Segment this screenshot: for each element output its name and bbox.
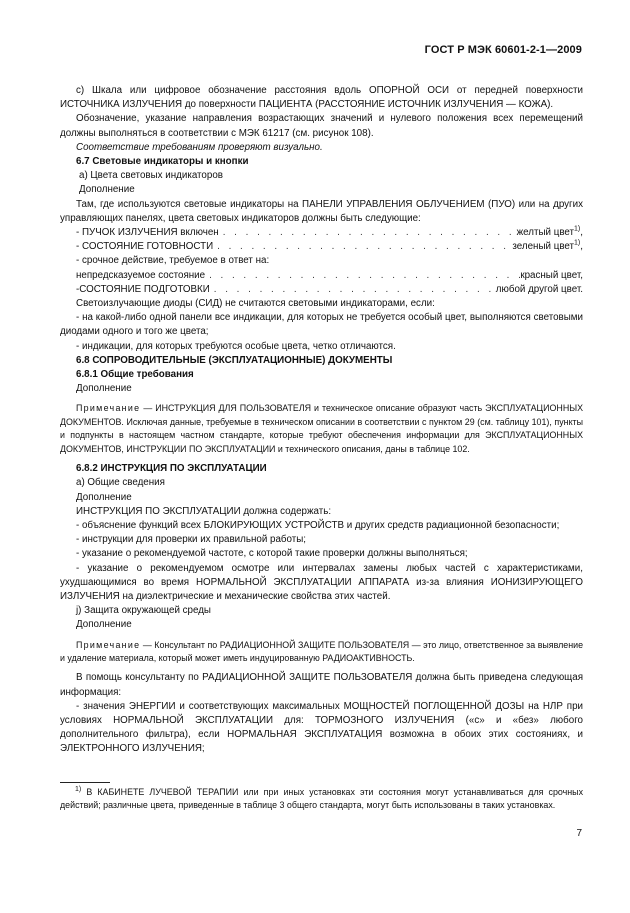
paragraph-urgent-action: - срочное действие, требуемое в ответ на: <box>76 255 270 267</box>
note-radiation-consultant <box>60 639 583 666</box>
footnote-mark: 1) <box>75 786 82 794</box>
leader-dots <box>205 269 520 283</box>
footnote <box>60 786 583 812</box>
footnote-ref: 1) <box>574 225 581 233</box>
leader-line-preparation <box>60 283 583 297</box>
leader-right-any: любой другой цвет. <box>495 283 583 295</box>
page-number: 7 <box>576 828 582 839</box>
section-heading-6-7: 6.7 Световые индикаторы и кнопки <box>76 156 249 168</box>
leader-right-green: зеленый цвет$^{1)}$, <box>512 239 583 253</box>
addition-label: Дополнение <box>76 491 132 503</box>
subsection-general-info: а) Общие сведения <box>76 477 165 489</box>
paragraph-checks: - инструкции для проверки их правильной работы; <box>76 534 307 546</box>
leader-dots <box>213 240 512 254</box>
leader-left-unpredictable: непредсказуемое состояние <box>76 269 206 281</box>
footnote-ref: 1) <box>574 239 581 247</box>
leader-right-yellow: желтый цвет$^{1)}$, <box>516 225 583 239</box>
note-label: Примечание <box>76 403 141 414</box>
note-operational-documents <box>60 402 583 456</box>
paragraph-led-same-color: - на какой-либо одной панели все индикации, для которых не требуется особый цвет, выполняются световыми диодами одного и того же цвета; <box>60 312 583 338</box>
subsection-indicator-colors: а) Цвета световых индикаторов <box>79 170 223 182</box>
note-label: Примечание <box>76 639 141 650</box>
addition-label: Дополнение <box>76 619 132 631</box>
paragraph-movement-designation: Обозначение, указание направления возрастающих значений и нулевого положения всех перемещений должны выполняться в соответствии с МЭК 61217 (см. рисунок 108). <box>60 113 583 139</box>
subsection-environment: j) Защита окружающей среды <box>76 605 211 617</box>
leader-line-ready-state <box>60 240 583 254</box>
footnote-separator <box>60 782 110 783</box>
leader-line-beam-on <box>60 226 583 240</box>
leader-left-beam-on: - ПУЧОК ИЗЛУЧЕНИЯ включен <box>76 227 219 239</box>
leader-right-red: красный цвет, <box>520 269 583 281</box>
section-heading-6-8-2: 6.8.2 ИНСТРУКЦИЯ ПО ЭКСПЛУАТАЦИИ <box>76 463 267 475</box>
footnote-text: В КАБИНЕТЕ ЛУЧЕВОЙ ТЕРАПИИ или при иных установках эти состояния могут устанавливаться для срочных действий; различные цвета, приведенные в таблице 3 общего стандарта, могут быть использованы в таких установках. <box>60 787 584 811</box>
paragraph-instruction-contains: ИНСТРУКЦИЯ ПО ЭКСПЛУАТАЦИИ должна содержать: <box>76 505 332 517</box>
leader-line-unpredictable <box>60 269 583 283</box>
document-header-id: ГОСТ Р МЭК 60601-2-1—2009 <box>424 44 582 56</box>
note-text: — Консультант по РАДИАЦИОННОЙ ЗАЩИТЕ ПОЛЬЗОВАТЕЛЯ — это лицо, ответственное за выявление и удаление материала, который может иметь индуцированную РАДИОАКТИВНОСТЬ. <box>60 639 584 663</box>
leader-dots <box>219 226 517 240</box>
paragraph-inspection: - указание о рекомендуемом осмотре или интервалах замены любых частей с характеристиками, ухудшающимися во время НОРМАЛЬНОЙ ЭКСПЛУАТАЦИИ АППАРАТА из-за влияния ИОНИЗИРУЮЩЕГО ИЗЛУЧЕНИЯ на диэлектрические и механические свойства этих частей. <box>60 562 583 602</box>
paragraph-compliance-check: Соответствие требованиям проверяют визуально. <box>76 141 323 153</box>
paragraph-consultant-info: В помощь консультанту по РАДИАЦИОННОЙ ЗАЩИТЕ ПОЛЬЗОВАТЕЛЯ должна быть приведена следующая информация: <box>60 672 583 698</box>
paragraph-frequency: - указание о рекомендуемой частоте, с которой такие проверки должны выполняться; <box>76 548 468 560</box>
leader-left-preparation: -СОСТОЯНИЕ ПОДГОТОВКИ <box>76 283 210 295</box>
paragraph-led-exception: Светоизлучающие диоды (СИД) не считаются световыми индикаторами, если: <box>76 298 435 310</box>
section-heading-6-8-1: 6.8.1 Общие требования <box>76 369 194 381</box>
addition-label: Дополнение <box>76 383 132 395</box>
document-body <box>60 84 583 757</box>
paragraph-energy-values: - значения ЭНЕРГИИ и соответствующих максимальных МОЩНОСТЕЙ ПОГЛОЩЕННОЙ ДОЗЫ на НЛР при условиях НОРМАЛЬНОЙ ЭКСПЛУАТАЦИИ для: ТОРМОЗНОГО ИЗЛУЧЕНИЯ («с» и «без» любого дополнительного фильтра), если НОРМАЛЬНАЯ ЭКСПЛУАТАЦИЯ возможна в обоих этих состояниях, и ЭЛЕКТРОННОГО ИЗЛУЧЕНИЯ; <box>60 700 583 755</box>
addition-label: Дополнение <box>79 184 135 196</box>
paragraph-scale-distance: с) Шкала или цифровое обозначение расстояния вдоль ОПОРНОЙ ОСИ от передней поверхности ИСТОЧНИКА ИЗЛУЧЕНИЯ до поверхности ПАЦИЕНТА (РАССТОЯНИЕ ИСТОЧНИК ИЗЛУЧЕНИЯ — КОЖА). <box>60 85 583 111</box>
paragraph-indicator-usage: Там, где используются световые индикаторы на ПАНЕЛИ УПРАВЛЕНИЯ ОБЛУЧЕНИЕМ (ПУО) или на других управляющих панелях, цвета световых индикаторов должны быть следующие: <box>60 198 583 224</box>
paragraph-interlocks: - объяснение функций всех БЛОКИРУЮЩИХ УСТРОЙСТВ и других средств радиационной безопасности; <box>76 519 560 531</box>
leader-dots <box>210 283 496 297</box>
section-heading-6-8: 6.8 СОПРОВОДИТЕЛЬНЫЕ (ЭКСПЛУАТАЦИОННЫЕ) ДОКУМЕНТЫ <box>76 354 393 366</box>
note-text: — ИНСТРУКЦИЯ ДЛЯ ПОЛЬЗОВАТЕЛЯ и техническое описание образуют часть ЭКСПЛУАТАЦИОННЫХ ДОКУМЕНТОВ. Исключая данные, требуемые в техническом описании в соответствии с пунктом 29 (см. таблицу 101), пункты и подпункты в настоящем частном стандарте, которые требуют обеспечения информации для ЭКСПЛУАТАЦИОННЫХ ДОКУМЕНТОВ, ИНСТРУКЦИИ ПО ЭКСПЛУАТАЦИИ и технического описания, даны в таблице 102. <box>60 403 583 454</box>
leader-left-ready: - СОСТОЯНИЕ ГОТОВНОСТИ <box>76 241 214 253</box>
paragraph-led-distinct: - индикации, для которых требуются особые цвета, четко отличаются. <box>76 340 396 352</box>
